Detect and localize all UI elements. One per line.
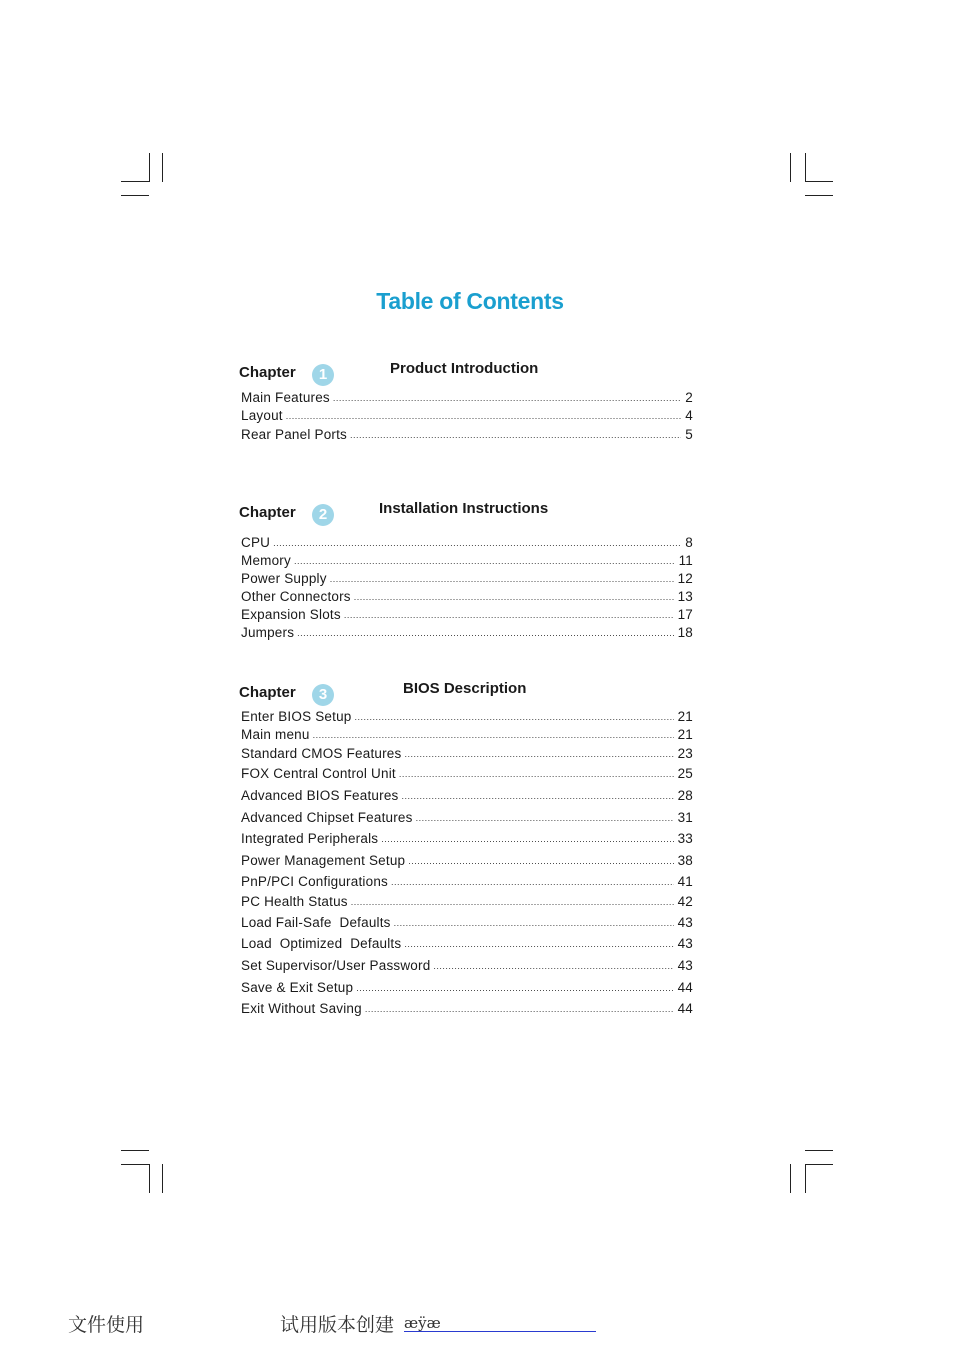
toc-entry[interactable] — [239, 892, 693, 910]
toc-entry[interactable] — [239, 999, 693, 1017]
dot-leader — [394, 919, 674, 928]
dot-leader — [333, 394, 681, 403]
dot-leader — [294, 557, 675, 566]
toc-entry[interactable] — [239, 786, 693, 804]
chapter-label: Chapter — [239, 504, 296, 521]
toc-entry-label: Advanced Chipset Features — [241, 810, 413, 825]
toc-entry-label: Standard CMOS Features — [241, 746, 402, 761]
footer-link[interactable]: æÿæ — [404, 1314, 596, 1332]
toc-entry-label: FOX Central Control Unit — [241, 766, 396, 781]
toc-entry-page: 38 — [677, 853, 693, 868]
toc-entry-page: 43 — [677, 915, 693, 930]
toc-entry[interactable] — [239, 829, 693, 847]
dot-leader — [356, 984, 673, 993]
toc-entry-page: 44 — [677, 980, 693, 995]
toc-entry[interactable] — [239, 406, 693, 424]
toc-entry[interactable] — [239, 605, 693, 623]
toc-entry-label: Load Optimized Defaults — [241, 936, 402, 951]
chapter-heading — [239, 360, 693, 390]
toc-entry[interactable] — [239, 956, 693, 974]
toc-entry[interactable] — [239, 934, 693, 952]
toc-entry-page: 2 — [685, 390, 693, 405]
dot-leader — [416, 814, 674, 823]
dot-leader — [404, 750, 673, 759]
chapter-title: Product Introduction — [390, 360, 539, 377]
toc-entry-label: Exit Without Saving — [241, 1001, 362, 1016]
toc-entry-label: Save & Exit Setup — [241, 980, 354, 995]
page-title: Table of Contents — [376, 288, 564, 314]
toc-entry-page: 43 — [677, 958, 693, 973]
dot-leader — [273, 539, 681, 548]
toc-entry-page: 25 — [677, 766, 693, 781]
toc-entry[interactable] — [239, 587, 693, 605]
toc-entry[interactable] — [239, 725, 693, 743]
dot-leader — [381, 835, 673, 844]
chapter-3 — [239, 680, 693, 1016]
toc-entry-label: PC Health Status — [241, 894, 348, 909]
chapter-2 — [239, 500, 693, 640]
toc-entry-page: 12 — [677, 571, 693, 586]
dot-leader — [313, 731, 674, 740]
toc-entry-page: 5 — [685, 427, 693, 442]
chapter-label: Chapter — [239, 684, 296, 701]
dot-leader — [344, 611, 674, 620]
toc-entry-page: 13 — [677, 589, 693, 604]
toc-entry-page: 31 — [677, 810, 693, 825]
toc-entry-page: 23 — [677, 746, 693, 761]
dot-leader — [355, 713, 674, 722]
toc-entry-label: Jumpers — [241, 625, 295, 640]
dot-leader — [351, 898, 674, 907]
toc-entry[interactable] — [239, 978, 693, 996]
toc-entry-page: 28 — [677, 788, 693, 803]
chapter-title: Installation Instructions — [379, 500, 549, 517]
toc-entry[interactable] — [239, 744, 693, 762]
toc-entry[interactable] — [239, 913, 693, 931]
dot-leader — [350, 431, 681, 440]
dot-leader — [433, 962, 673, 971]
toc-entry-page: 42 — [677, 894, 693, 909]
toc-entry-label: Advanced BIOS Features — [241, 788, 399, 803]
chapter-heading — [239, 500, 693, 530]
footer-text-middle: 试用版本创建 — [280, 1314, 395, 1336]
dot-leader — [401, 792, 673, 801]
toc-entry-page: 21 — [677, 727, 693, 742]
dot-leader — [365, 1005, 674, 1014]
toc-entry-page: 11 — [678, 553, 693, 568]
toc-entry-label: Load Fail-Safe Defaults — [241, 915, 391, 930]
chapter-label: Chapter — [239, 364, 296, 381]
toc-entry[interactable] — [239, 872, 693, 890]
dot-leader — [391, 878, 674, 887]
toc-entry-page: 8 — [685, 535, 693, 550]
toc-entry-label: Power Supply — [241, 571, 327, 586]
toc-entry-page: 43 — [677, 936, 693, 951]
toc-entry-label: Enter BIOS Setup — [241, 709, 352, 724]
dot-leader — [286, 412, 682, 421]
toc-entry[interactable] — [239, 808, 693, 826]
toc-entry-label: Main Features — [241, 390, 330, 405]
toc-entry-label: Integrated Peripherals — [241, 831, 379, 846]
toc-entry-label: Rear Panel Ports — [241, 427, 347, 442]
toc-entry-label: Other Connectors — [241, 589, 351, 604]
toc-entry[interactable] — [239, 569, 693, 587]
toc-entry-page: 4 — [685, 408, 693, 423]
toc-entry-page: 17 — [677, 607, 693, 622]
toc-entry-page: 44 — [677, 1001, 693, 1016]
toc-entry[interactable] — [239, 623, 693, 641]
dot-leader — [404, 940, 673, 949]
toc-entry-label: Power Management Setup — [241, 853, 406, 868]
toc-entry-label: Memory — [241, 553, 291, 568]
chapter-title: BIOS Description — [403, 680, 527, 697]
chapter-1 — [239, 360, 693, 442]
toc-entry-label: Layout — [241, 408, 283, 423]
toc-entry-page: 41 — [677, 874, 693, 889]
chapter-number-badge: 3 — [312, 684, 334, 706]
toc-entry-page: 18 — [677, 625, 693, 640]
toc-entry-label: Expansion Slots — [241, 607, 341, 622]
dot-leader — [354, 593, 674, 602]
toc-entry[interactable] — [239, 388, 693, 406]
toc-entry[interactable] — [239, 851, 693, 869]
toc-entry-page: 21 — [677, 709, 693, 724]
footer-text-left: 文件使用 — [68, 1314, 145, 1336]
toc-entry-label: PnP/PCI Configurations — [241, 874, 388, 889]
toc-entry-label: Main menu — [241, 727, 310, 742]
chapter-heading — [239, 680, 693, 710]
toc-entry-label: CPU — [241, 535, 271, 550]
toc-entry[interactable] — [239, 551, 693, 569]
toc-entry[interactable] — [239, 764, 693, 782]
toc-entry-page: 33 — [677, 831, 693, 846]
toc-entry[interactable] — [239, 533, 693, 551]
chapter-number-badge: 2 — [312, 504, 334, 526]
dot-leader — [399, 770, 674, 779]
toc-entry[interactable] — [239, 707, 693, 725]
dot-leader — [330, 575, 674, 584]
dot-leader — [408, 857, 673, 866]
dot-leader — [297, 629, 673, 638]
chapter-number-badge: 1 — [312, 364, 334, 386]
toc-entry[interactable] — [239, 425, 693, 443]
toc-entry-label: Set Supervisor/User Password — [241, 958, 431, 973]
